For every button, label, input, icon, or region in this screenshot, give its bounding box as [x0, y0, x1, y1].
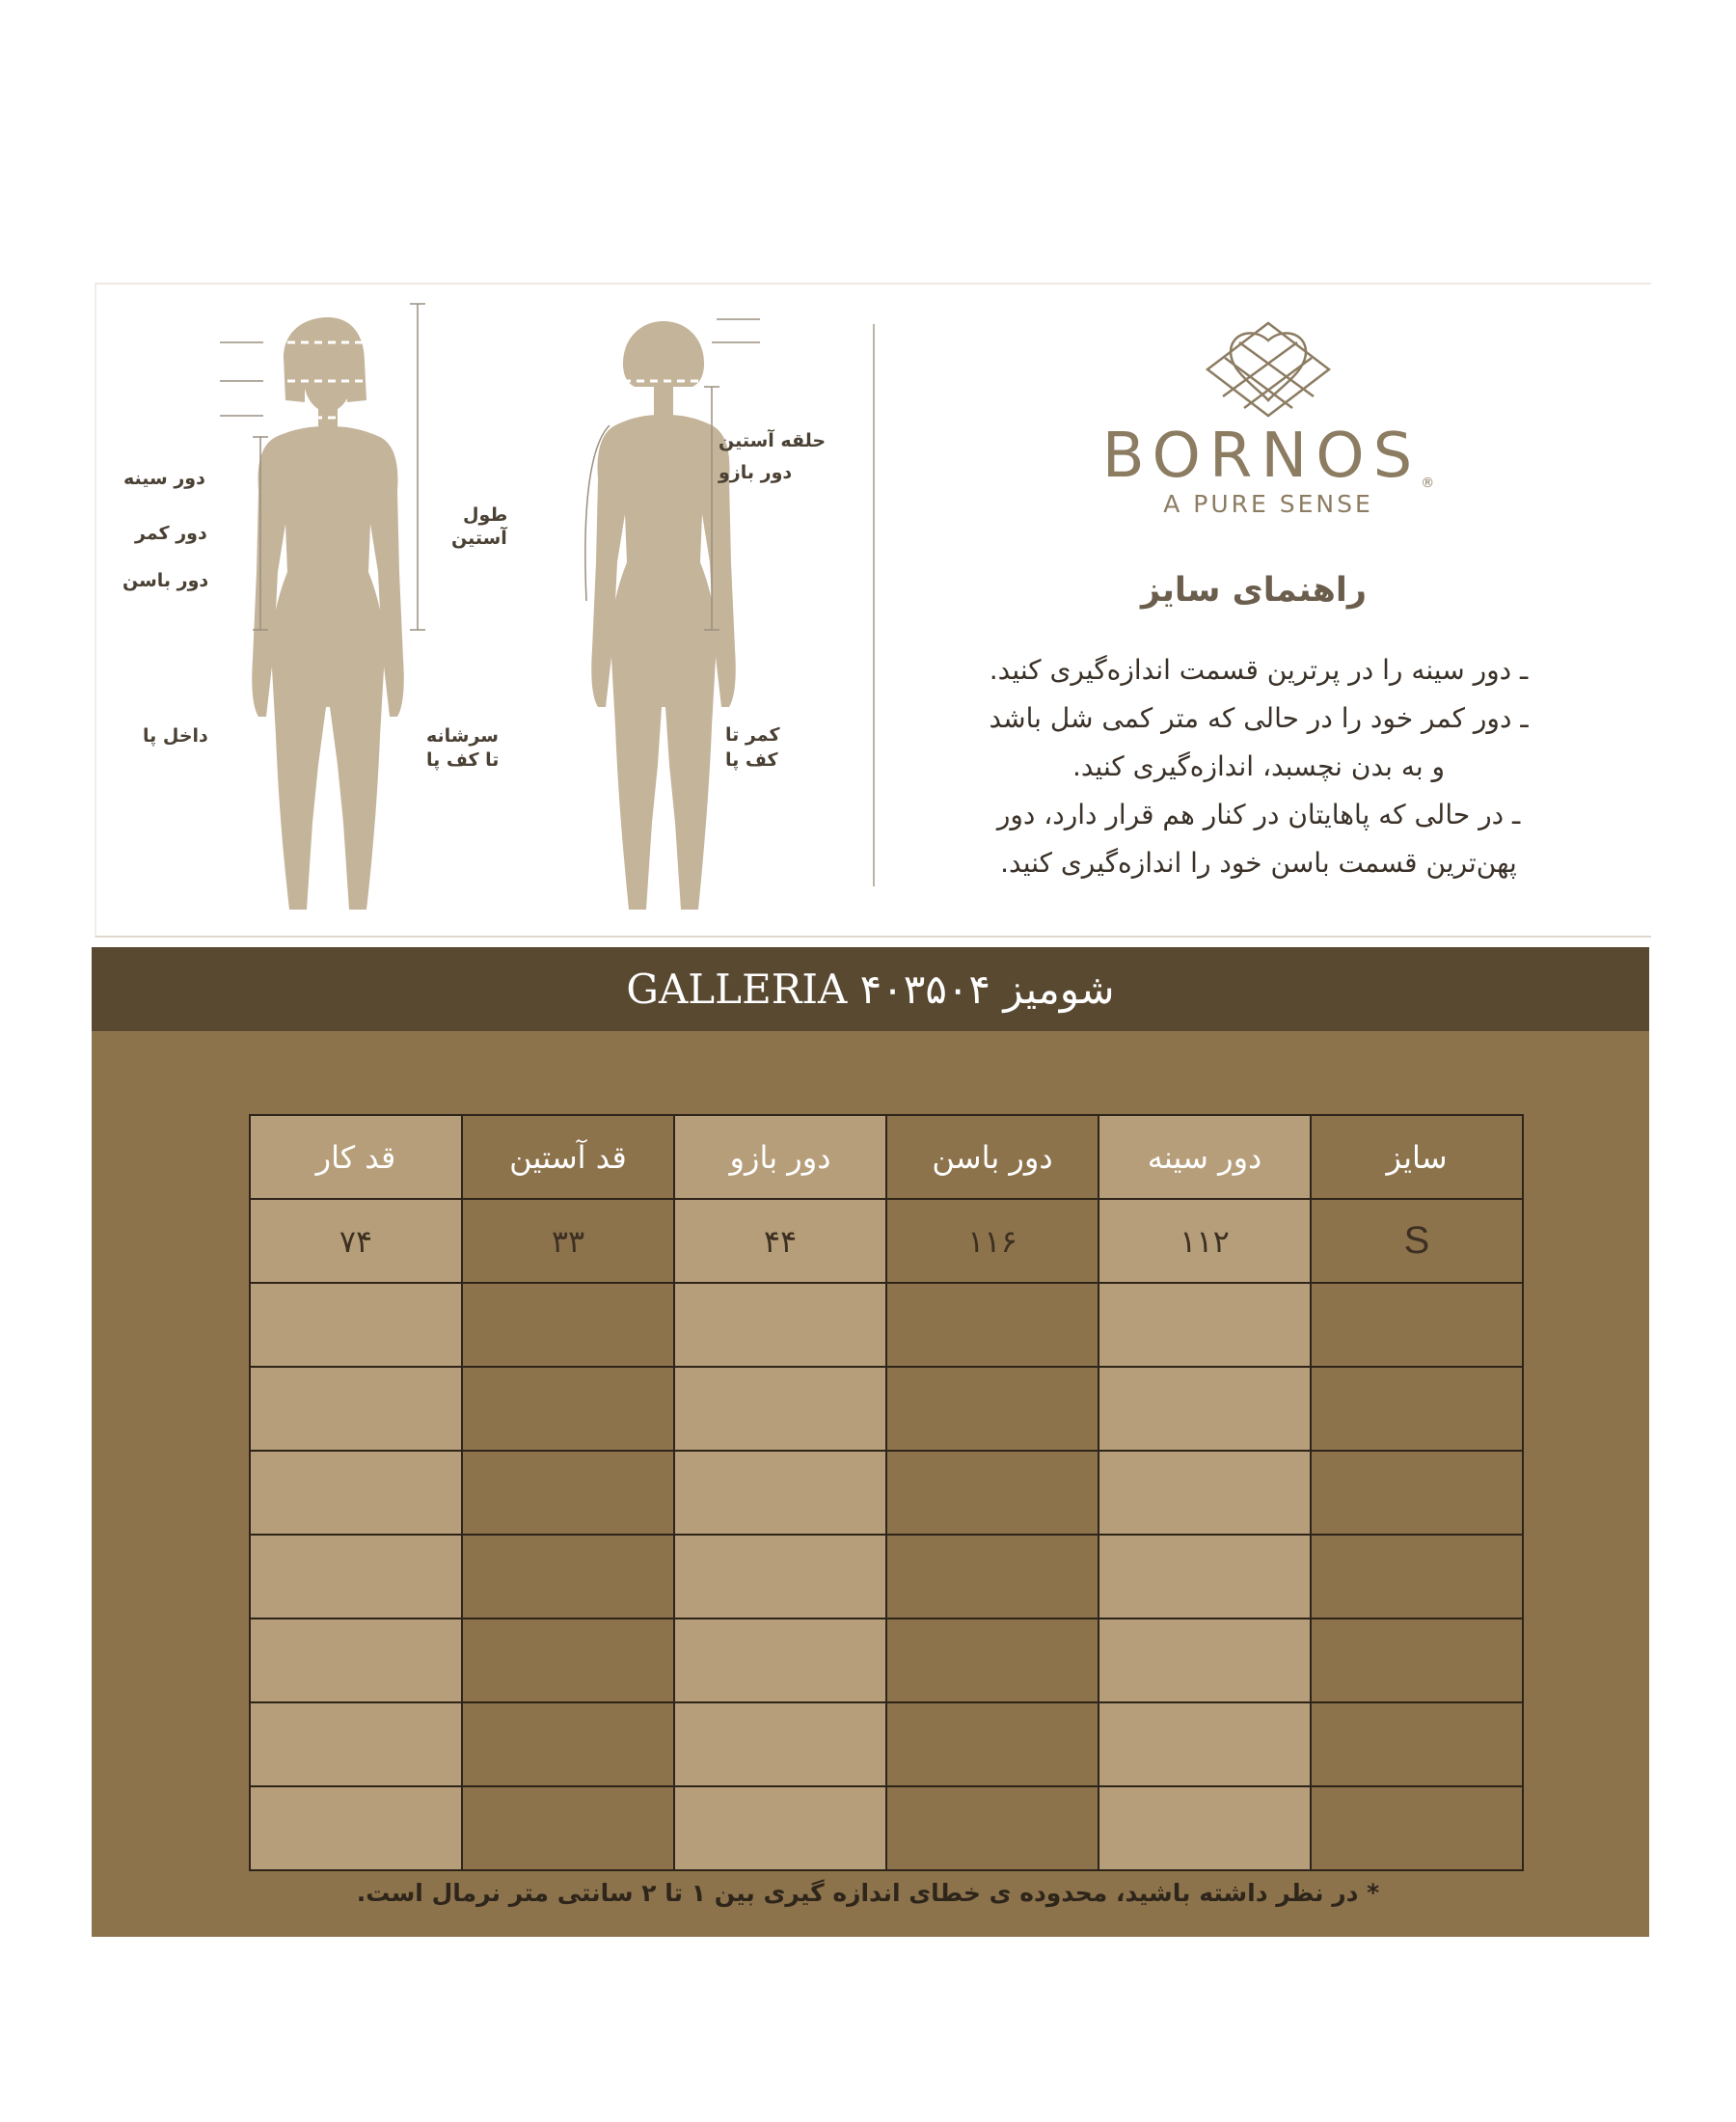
- column-header: دور سینه: [1099, 1115, 1311, 1199]
- column-header: سایز: [1311, 1115, 1523, 1199]
- table-cell: [674, 1451, 886, 1535]
- table-cell: [1099, 1619, 1311, 1702]
- column-header: دور باسن: [886, 1115, 1099, 1199]
- table-cell: ۷۴: [250, 1199, 462, 1283]
- instruction-line: پهن‌ترین قسمت باسن خود را اندازه‌گیری کنید.: [1000, 847, 1517, 879]
- table-cell: [886, 1786, 1099, 1870]
- product-title: شومیز ۴۰۳۵۰۴ GALLERIA: [626, 966, 1115, 1013]
- label-inseam: داخل پا: [143, 725, 208, 747]
- table-cell: [886, 1451, 1099, 1535]
- table-cell: [886, 1535, 1099, 1619]
- table-cell: [462, 1702, 674, 1786]
- table-row: [250, 1535, 1523, 1619]
- table-cell: [886, 1367, 1099, 1451]
- table-cell: [462, 1451, 674, 1535]
- label-sleeve-length-2: آستین: [451, 528, 507, 549]
- table-cell: [1311, 1451, 1523, 1535]
- table-cell: [886, 1619, 1099, 1702]
- brand-name-text: BORNOS: [1101, 421, 1422, 492]
- size-guide-title: راهنمای سایز: [1140, 571, 1368, 610]
- bornos-logo-emblem: [1042, 321, 1495, 418]
- table-cell: ۱۱۶: [886, 1199, 1099, 1283]
- table-cell: [250, 1702, 462, 1786]
- table-row: [250, 1367, 1523, 1451]
- table-cell: [1311, 1702, 1523, 1786]
- brand-tagline: A PURE SENSE: [1163, 490, 1373, 518]
- table-cell: [1311, 1367, 1523, 1451]
- instruction-line: ـ در حالی که پاهایتان در کنار هم قرار دارد، دور: [996, 799, 1521, 830]
- table-row: [250, 1451, 1523, 1535]
- table-cell: [462, 1283, 674, 1367]
- measurement-error-footnote: * در نظر داشته باشید، محدوده ی خطای اندازه گیری بین ۱ تا ۲ سانتی متر نرمال است.: [356, 1879, 1380, 1907]
- table-cell: S: [1311, 1199, 1523, 1283]
- label-arm-circumference: دور بازو: [719, 462, 793, 483]
- table-cell: [886, 1702, 1099, 1786]
- table-cell: [674, 1786, 886, 1870]
- table-row: [250, 1786, 1523, 1870]
- label-waist-to-sole-2: کف پا: [725, 749, 778, 771]
- table-cell: [1311, 1619, 1523, 1702]
- table-cell: [1099, 1786, 1311, 1870]
- body-figures-illustration: [95, 283, 885, 934]
- label-shoulder-to-sole-1: سرشانه: [426, 725, 499, 747]
- table-cell: [674, 1283, 886, 1367]
- table-cell: [1099, 1702, 1311, 1786]
- registered-mark: ®: [1421, 476, 1435, 491]
- table-cell: [462, 1786, 674, 1870]
- table-cell: [462, 1535, 674, 1619]
- table-cell: [250, 1367, 462, 1451]
- brand-name: [1042, 422, 1495, 490]
- table-cell: [250, 1619, 462, 1702]
- size-table: [249, 1114, 1524, 1871]
- table-cell: [1099, 1535, 1311, 1619]
- table-cell: [250, 1786, 462, 1870]
- back-figure: [591, 321, 736, 910]
- label-waist: دور کمر: [135, 523, 207, 544]
- label-shoulder-to-sole-2: تا کف پا: [426, 749, 500, 771]
- table-row: [250, 1199, 1523, 1283]
- instruction-line: و به بدن نچسبد، اندازه‌گیری کنید.: [1071, 750, 1446, 782]
- column-header: قد کار: [250, 1115, 462, 1199]
- table-cell: [1099, 1367, 1311, 1451]
- table-cell: [1311, 1535, 1523, 1619]
- table-cell: [674, 1535, 886, 1619]
- table-header-row: [250, 1115, 1523, 1199]
- label-hip: دور باسن: [122, 570, 209, 591]
- table-cell: ۱۱۲: [1099, 1199, 1311, 1283]
- table-row: [250, 1619, 1523, 1702]
- table-cell: [674, 1367, 886, 1451]
- table-cell: [250, 1535, 462, 1619]
- table-cell: [886, 1283, 1099, 1367]
- column-header: دور بازو: [674, 1115, 886, 1199]
- table-cell: [1311, 1786, 1523, 1870]
- label-sleeve-length-1: طول: [463, 504, 508, 526]
- table-row: [250, 1702, 1523, 1786]
- table-row: [250, 1283, 1523, 1367]
- table-cell: [1099, 1451, 1311, 1535]
- table-cell: [674, 1619, 886, 1702]
- guide-divider: [873, 324, 875, 886]
- label-waist-to-sole-1: کمر تا: [725, 724, 780, 746]
- table-cell: ۳۳: [462, 1199, 674, 1283]
- table-cell: [250, 1283, 462, 1367]
- table-cell: [674, 1702, 886, 1786]
- table-cell: ۴۴: [674, 1199, 886, 1283]
- table-cell: [1099, 1283, 1311, 1367]
- instruction-line: ـ دور کمر خود را در حالی که متر کمی شل باشد: [989, 702, 1529, 734]
- label-armhole: حلقه آستین: [719, 430, 827, 451]
- front-figure: [252, 317, 404, 910]
- table-cell: [1311, 1283, 1523, 1367]
- measurement-instructions: [921, 646, 1596, 887]
- table-cell: [250, 1451, 462, 1535]
- table-cell: [462, 1367, 674, 1451]
- label-chest: دور سینه: [123, 468, 205, 489]
- column-header: قد آستین: [462, 1115, 674, 1199]
- table-cell: [462, 1619, 674, 1702]
- instruction-line: ـ دور سینه را در پرترین قسمت اندازه‌گیری کنید.: [989, 654, 1529, 686]
